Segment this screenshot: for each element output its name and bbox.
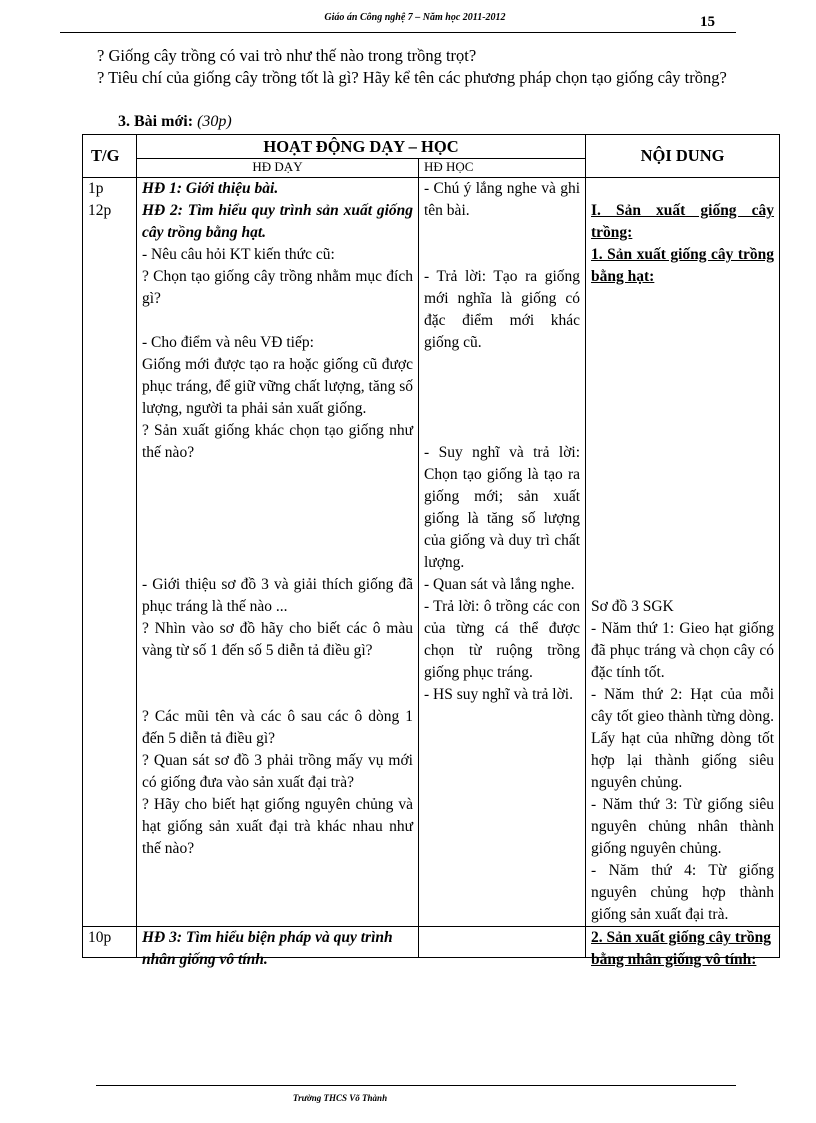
section-time: (30p) (197, 113, 232, 130)
teacher-question: ? Quan sát sơ đồ 3 phải trồng mấy vụ mới có giống đưa vào sản xuất đại trà? (142, 752, 413, 791)
content-text: - Năm thứ 2: Hạt của mỗi cây tốt gieo thành từng dòng. Lấy hạt của những dòng tốt hợp lại thành giống siêu nguyên chủng. (591, 686, 775, 791)
time-cell (83, 178, 137, 927)
student-response: - Chú ý lắng nghe và ghi tên bài. (424, 180, 581, 219)
document-header-title: Giáo án Công nghệ 7 – Năm học 2011-2012 (324, 12, 506, 23)
content-text: - Năm thứ 4: Từ giống nguyên chủng hợp thành giống sản xuất đại trà. (591, 862, 775, 923)
student-activity-cell (419, 178, 586, 927)
student-activity-cell (419, 927, 586, 958)
time-value: 10p (88, 929, 112, 946)
time-value: 1p (88, 180, 104, 197)
teacher-step: - Cho điểm và nêu VĐ tiếp: (142, 334, 314, 351)
header-rule (60, 32, 736, 33)
table-row (83, 927, 780, 958)
footer-school-name: Trường THCS Võ Thành (292, 1093, 388, 1103)
table-row (83, 178, 780, 927)
content-cell (586, 178, 780, 927)
teacher-text: Giống mới được tạo ra hoặc giống cũ được phục tráng, để giữ vững chất lượng, tăng số lượng, người ta phải sản xuất giống. (142, 356, 413, 417)
student-response: - Quan sát và lắng nghe. (424, 576, 575, 593)
content-text: - Năm thứ 1: Gieo hạt giống đã phục tráng và chọn cây có đặc tính tốt. (591, 620, 775, 681)
page-number: 15 (700, 14, 715, 30)
content-subheading: 2. Sản xuất giống cây trồng bằng nhân giống vô tính: (591, 929, 772, 968)
teacher-question: ? Các mũi tên và các ô sau các ô dòng 1 đến 5 diễn tả điều gì? (142, 708, 413, 747)
section-label: 3. Bài mới (118, 113, 188, 130)
col-header-time: T/G (83, 135, 137, 178)
review-question-1: ? Giống cây trồng có vai trò như thế nào trong trồng trọt? (97, 46, 477, 65)
teacher-activity-cell (137, 927, 419, 968)
lesson-plan-table (82, 134, 780, 968)
footer-rule (96, 1085, 736, 1086)
student-response: - HS suy nghĩ và trả lời. (424, 686, 573, 703)
activity-title: HĐ 1: Giới thiệu bài. (142, 180, 279, 197)
student-response: - Suy nghĩ và trả lời: Chọn tạo giống là tạo ra giống mới; sản xuất giống là tăng số lượng của giống và duy trì chất lượng. (424, 444, 581, 571)
teacher-question: ? Chọn tạo giống cây trồng nhằm mục đích gì? (142, 268, 413, 307)
teacher-step: - Giới thiệu sơ đồ 3 và giải thích giống đã phục tráng là thế nào ... (142, 576, 413, 615)
teacher-question: ? Nhìn vào sơ đồ hãy cho biết các ô màu vàng từ số 1 đến số 5 diễn tả điều gì? (142, 620, 413, 659)
col-header-teacher: HĐ DẠY (137, 159, 419, 178)
content-heading: I. Sản xuất giống cây trồng: (591, 202, 775, 241)
student-response: - Trả lời: ô trồng các con của từng cá thể được chọn từ ruộng trồng giống phục tráng. (424, 598, 581, 681)
content-text: Sơ đồ 3 SGK (591, 598, 674, 615)
activity-title: HĐ 3: Tìm hiểu biện pháp và quy trình nhân giống vô tính. (142, 929, 393, 968)
col-header-content: NỘI DUNG (586, 135, 780, 178)
activity-title: HĐ 2: Tìm hiểu quy trình sản xuất giống cây trồng bằng hạt. (142, 202, 413, 241)
teacher-question: ? Sản xuất giống khác chọn tạo giống như thế nào? (142, 422, 413, 461)
col-header-student: HĐ HỌC (419, 159, 586, 178)
teacher-activity-cell (137, 178, 419, 927)
content-cell (586, 927, 780, 968)
student-response: - Trả lời: Tạo ra giống mới nghĩa là giống có đặc điểm mới khác giống cũ. (424, 268, 581, 351)
teacher-step: - Nêu câu hỏi KT kiến thức cũ: (142, 246, 335, 263)
col-header-activities: HOẠT ĐỘNG DẠY – HỌC (137, 135, 586, 159)
time-value: 12p (88, 202, 112, 219)
review-questions (97, 45, 777, 89)
time-cell (83, 927, 137, 958)
teacher-question: ? Hãy cho biết hạt giống nguyên chủng và hạt giống sản xuất đại trà khác nhau như thế nào? (142, 796, 413, 857)
content-subheading: 1. Sản xuất giống cây trồng bằng hạt: (591, 246, 775, 285)
review-question-2: ? Tiêu chí của giống cây trồng tốt là gì? Hãy kể tên các phương pháp chọn tạo giống cây trồng? (97, 68, 727, 87)
content-text: - Năm thứ 3: Từ giống siêu nguyên chủng nhân thành giống nguyên chủng. (591, 796, 775, 857)
section-heading: 3. Bài mới: (30p) (118, 113, 232, 130)
